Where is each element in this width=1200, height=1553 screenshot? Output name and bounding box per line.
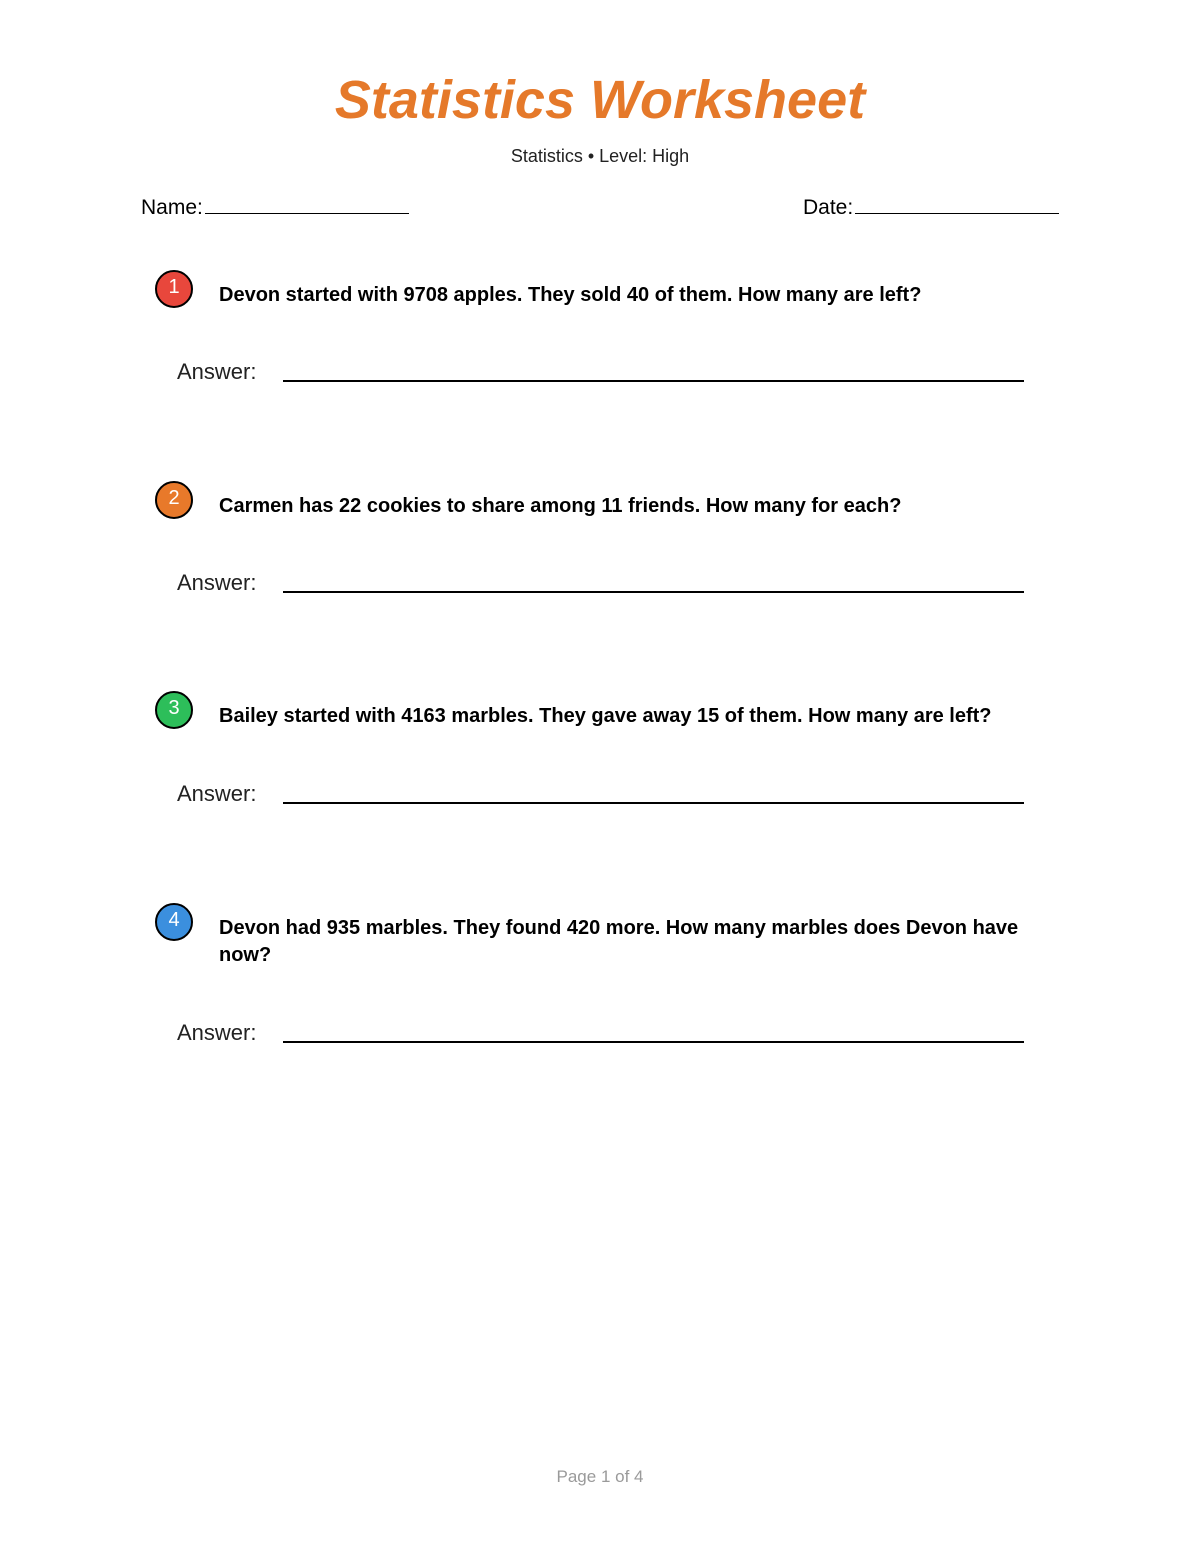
date-label: Date: <box>803 196 854 219</box>
answer-label: Answer: <box>177 781 257 806</box>
question-text: Bailey started with 4163 marbles. They gave away 15 of them. How many are left? <box>219 705 992 727</box>
question-number-badge: 2 <box>155 481 193 519</box>
question-text: Devon had 935 marbles. They found 420 more. How many marbles does Devon have now? <box>219 917 1019 966</box>
question-text: Devon started with 9708 apples. They sold 40 of them. How many are left? <box>219 284 922 306</box>
name-field <box>141 193 409 221</box>
name-label: Name: <box>141 196 203 219</box>
answer-line[interactable] <box>283 1041 1024 1043</box>
answer-line[interactable] <box>283 380 1024 382</box>
question-number-badge: 1 <box>155 270 193 308</box>
name-blank-line[interactable] <box>205 193 409 214</box>
answer-label: Answer: <box>177 570 257 595</box>
question-text: Carmen has 22 cookies to share among 11 friends. How many for each? <box>219 495 902 517</box>
page-indicator: Page 1 of 4 <box>556 1467 644 1486</box>
worksheet-subtitle: Statistics • Level: High <box>510 146 690 166</box>
answer-line[interactable] <box>283 591 1024 593</box>
answer-label: Answer: <box>177 359 257 384</box>
worksheet-title: Statistics Worksheet <box>334 70 866 130</box>
question-number-badge: 3 <box>155 691 193 729</box>
date-field <box>803 193 1059 221</box>
answer-label: Answer: <box>177 1020 257 1045</box>
answer-line[interactable] <box>283 802 1024 804</box>
question-number-badge: 4 <box>155 903 193 941</box>
date-blank-line[interactable] <box>855 193 1059 214</box>
